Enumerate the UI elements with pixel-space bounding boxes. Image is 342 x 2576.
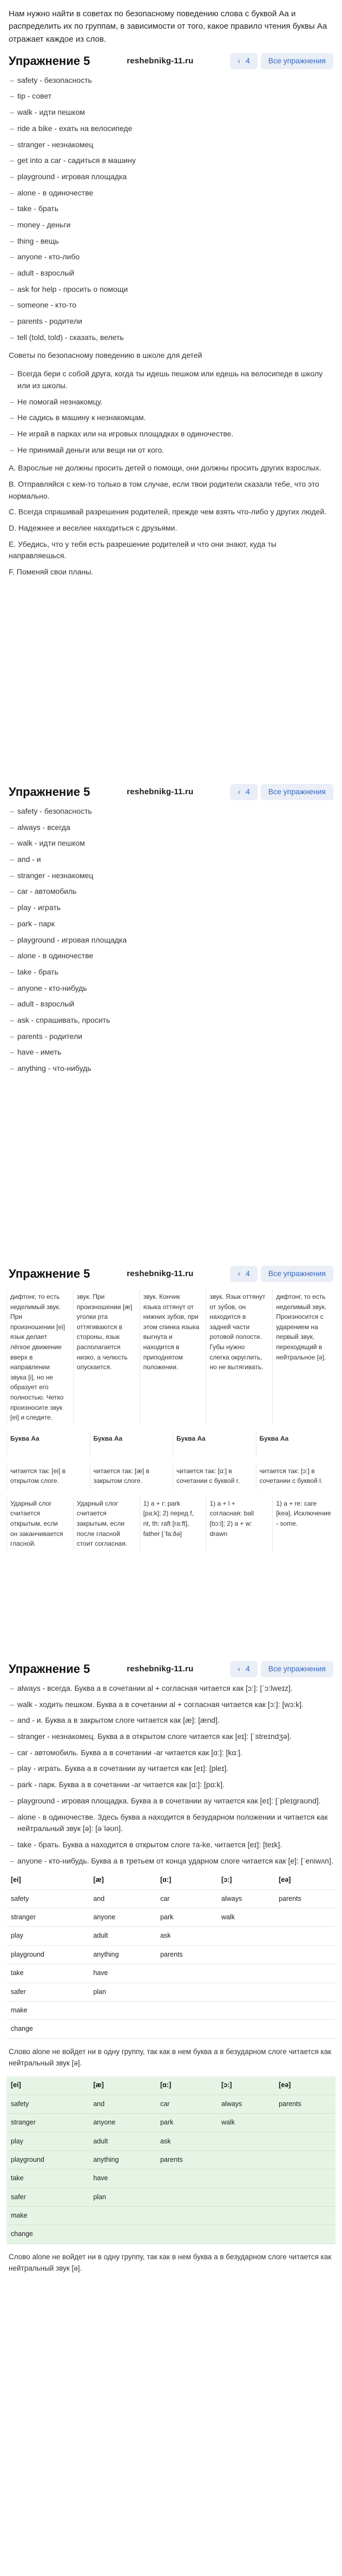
table-cell: [274, 2225, 336, 2244]
table-cell: [217, 1945, 274, 1964]
table-row: [6, 2020, 336, 2038]
grid-cell: Буква Aa: [90, 1431, 170, 1457]
table-cell: [89, 2020, 156, 2038]
table-header: [ɔ:]: [217, 2076, 274, 2095]
list-item: – stranger - незнакомец. Буква а в открытом слоге читается как [eɪ]: [ˈstreɪndʒə].: [10, 1731, 333, 1743]
table-cell: [274, 1964, 336, 1983]
table-cell: walk: [217, 1908, 274, 1927]
list-item: – alone - в одиночестве. Здесь буква а находится в безударном положении и читается как нейтральный звук [ə]: [əˈləʊn].: [10, 1812, 333, 1835]
list-item: – take - брать. Буква а находится в открытом слоге та-ke, читается [eɪ]: [teɪk].: [10, 1839, 333, 1851]
table-cell: adult: [89, 2132, 156, 2150]
list-item: – anything - что-нибудь: [10, 1063, 333, 1075]
all-exercises-button[interactable]: Все упражнения: [261, 53, 333, 69]
exercise-title: Упражнение 5: [9, 784, 90, 799]
table-cell: park: [156, 1908, 217, 1927]
table-cell: [217, 2169, 274, 2188]
table-cell: have: [89, 1964, 156, 1983]
list-item: – playground - игровая площадка: [10, 934, 333, 946]
list-item: – adult - взрослый: [10, 267, 333, 279]
table-cell: [274, 1983, 336, 2001]
table-row: [6, 1945, 336, 1964]
exercise-number: 4: [246, 1664, 250, 1673]
grid-cell: дифтонг, то есть неделимый звук. При произношении [ei] язык делает лёгкое движение вверх в направлении звука [i], но не образует его полностью. Четко произносите звук [ei] и следите.: [6, 1290, 70, 1425]
exercise-controls: [230, 1266, 333, 1282]
table-header: [ei]: [6, 2076, 89, 2095]
table-cell: playground: [6, 2150, 89, 2169]
chevron-left-icon: ‹: [238, 1664, 240, 1673]
grid-cell: 1) а + l + согласная: ball [bɔ:l]; 2) а + w: drawn: [206, 1496, 269, 1551]
exercise-title: Упражнение 5: [9, 1662, 90, 1676]
exercise-title: Упражнение 5: [9, 1266, 90, 1280]
exercise-nav-button[interactable]: [230, 1661, 257, 1677]
table-cell: safer: [6, 2188, 89, 2206]
table-cell: have: [89, 2169, 156, 2188]
table-cell: parents: [156, 1945, 217, 1964]
list-item: – Не принимай деньги или вещи ни от кого.: [10, 444, 333, 456]
table-cell: ask: [156, 2132, 217, 2150]
list-item: – and - и: [10, 854, 333, 866]
table-header-row: [6, 2076, 336, 2095]
answer-text: A. Взрослые не должны просить детей о помощи, они должны просить других взрослых.: [9, 463, 321, 473]
table-cell: [156, 1983, 217, 2001]
list-item: – tip - совет: [10, 90, 333, 102]
list-item: – park - парк: [10, 918, 333, 930]
answer-text: E. Убедись, что у тебя есть разрешение родителей и что они знают, куда ты направляешься.: [9, 539, 277, 560]
table-cell: car: [156, 2095, 217, 2113]
intro-text: Нам нужно найти в советах по безопасному поведению слова с буквой Aa и распределить их по группам, в зависимости от того, какое правило чтения буквы Aa отражает каждое из слов.: [9, 9, 327, 44]
grid-cell: читается так: [ɑ:] в сочетании с буквой r.: [173, 1464, 253, 1490]
section-exercise-4: [0, 1657, 342, 2278]
table-cell: play: [6, 2132, 89, 2150]
answer-text: D. Надежнее и веселее находиться с друзьями.: [9, 524, 177, 532]
table-cell: [274, 2020, 336, 2038]
list-item: – walk - идти пешком: [10, 838, 333, 849]
grid-cell: Ударный слог считается закрытым, если после гласной стоит согласная.: [73, 1496, 136, 1551]
table-cell: always: [217, 2095, 274, 2113]
table-row: [6, 1889, 336, 1908]
list-item: – have - иметь: [10, 1047, 333, 1058]
table-cell: [274, 2150, 336, 2169]
exercise-header: [4, 1660, 338, 1678]
chevron-left-icon: ‹: [238, 56, 240, 65]
list-item: – stranger - незнакомец: [10, 870, 333, 882]
chevron-left-icon: ‹: [238, 787, 240, 796]
table-cell: [156, 2207, 217, 2225]
sound-description-grid: [0, 1286, 342, 1428]
list-item: – take - брать: [10, 203, 333, 215]
table-cell: [217, 2207, 274, 2225]
table-cell: [89, 2001, 156, 2019]
list-item: – walk - идти пешком: [10, 107, 333, 119]
table-cell: [156, 2188, 217, 2206]
table-cell: safety: [6, 1889, 89, 1908]
table-cell: adult: [89, 1927, 156, 1945]
table-cell: [156, 2020, 217, 2038]
exercise-number: 4: [246, 1269, 250, 1278]
list-item: – Не играй в парках или на игровых площадках в одиночестве.: [10, 428, 333, 440]
watermark: reshebnikg-11.ru: [127, 1269, 194, 1279]
list-item: – alone - в одиночестве: [10, 950, 333, 962]
list-item: – play - играть. Буква а в сочетании ay читается как [eɪ]: [pleɪ].: [10, 1763, 333, 1775]
list-item: – park - парк. Буква а в сочетании -ar читается как [ɑ:]: [pɑ:k].: [10, 1779, 333, 1791]
grid-cell: дифтонг, то есть неделимый звук. Произносится с ударением на первый звук, переходящий в нейтральное [ə].: [272, 1290, 336, 1425]
table-header: [ɑ:]: [156, 2076, 217, 2095]
table-cell: [89, 2207, 156, 2225]
grid-cell: Буква Aa: [256, 1431, 336, 1457]
table-cell: and: [89, 1889, 156, 1908]
table-cell: plan: [89, 2188, 156, 2206]
grid-cell: Ударный слог считается открытым, если он заканчивается гласной.: [6, 1496, 70, 1551]
table-cell: stranger: [6, 2114, 89, 2132]
list-item: – tell (told, told) - сказать, велеть: [10, 332, 333, 344]
table-row: [6, 1983, 336, 2001]
list-item: – Не помогай незнакомцу.: [10, 396, 333, 408]
list-item: – walk - ходить пешком. Буква а в сочетании al + согласная читается как [ɔ:]: [wɔ:k].: [10, 1699, 333, 1711]
table-cell: and: [89, 2095, 156, 2113]
table-note: Слово alone не войдет ни в одну группу, так как в нем буква а в безударном слоге читается как нейтральный звук [ə].: [9, 2252, 332, 2272]
all-exercises-button[interactable]: Все упражнения: [261, 784, 333, 800]
section-exercise-2: [0, 780, 342, 1079]
list-item: – ask for help - просить о помощи: [10, 284, 333, 296]
answer-text: F. Поменяй свои планы.: [9, 567, 94, 577]
list-item: – car - автомобиль. Буква а в сочетании -ar читается как [ɑ:]: [kɑ:].: [10, 1747, 333, 1759]
list-item: – ride a bike - ехать на велосипеде: [10, 123, 333, 135]
table-header: [eə]: [274, 2076, 336, 2095]
table-row: [6, 2225, 336, 2244]
table-cell: anything: [89, 2150, 156, 2169]
sound-table-highlighted: [6, 2076, 336, 2244]
vocabulary-list: [0, 806, 342, 1075]
watermark: reshebnikg-11.ru: [127, 787, 194, 797]
table-cell: always: [217, 1889, 274, 1908]
table-cell: [274, 2207, 336, 2225]
answer-text: C. Всегда спрашивай разрешения родителей, прежде чем взять что-либо у других людей.: [9, 507, 327, 516]
grid-cell: читается так: [ei] в открытом слоге.: [6, 1464, 87, 1490]
table-header: [ei]: [6, 1871, 89, 1889]
sound-table: [6, 1871, 336, 2038]
table-cell: [274, 1908, 336, 1927]
table-cell: [89, 2225, 156, 2244]
exercise-nav-button[interactable]: [230, 53, 257, 69]
table-row: [6, 2132, 336, 2150]
table-note: Слово alone не войдет ни в одну группу, так как в нем буква а в безударном слоге читается как нейтральный звук [ə].: [9, 2047, 332, 2067]
table-cell: [274, 2169, 336, 2188]
rules-head-grid: [0, 1428, 342, 1461]
table-cell: playground: [6, 1945, 89, 1964]
table-cell: [217, 2020, 274, 2038]
table-cell: park: [156, 2114, 217, 2132]
table-cell: car: [156, 1889, 217, 1908]
list-item: – parents - родители: [10, 1031, 333, 1043]
table-cell: [217, 2001, 274, 2019]
list-item: – money - деньги: [10, 219, 333, 231]
list-item: – alone - в одиночестве: [10, 187, 333, 199]
table-row: [6, 2188, 336, 2206]
all-exercises-button[interactable]: Все упражнения: [261, 1266, 333, 1282]
chevron-left-icon: ‹: [238, 1269, 240, 1278]
grid-cell: звук. Язык оттянут от зубов, он находится в задней части ротовой полости. Губы нужно слегка округлить, но не вытягивать.: [206, 1290, 269, 1425]
list-item: – car - автомобиль: [10, 886, 333, 898]
list-item: – anyone - кто-нибудь: [10, 983, 333, 995]
list-item: – playground - игровая площадка. Буква а в сочетании ay читается как [eɪ]: [ˈpleɪgraʊnd].: [10, 1795, 333, 1807]
table-header: [æ]: [89, 2076, 156, 2095]
table-cell: make: [6, 2001, 89, 2019]
table-header: [ɔ:]: [217, 1871, 274, 1889]
examples-grid: [0, 1493, 342, 1554]
list-item: – play - играть: [10, 902, 333, 914]
list-item: – safety - безопасность: [10, 806, 333, 818]
table-cell: play: [6, 1927, 89, 1945]
table-cell: [156, 2169, 217, 2188]
list-item: – parents - родители: [10, 316, 333, 328]
table-cell: [217, 2225, 274, 2244]
list-item: – ask - спрашивать, просить: [10, 1015, 333, 1027]
exercise-controls: [230, 1661, 333, 1677]
table-cell: change: [6, 2020, 89, 2038]
table-cell: take: [6, 2169, 89, 2188]
table-cell: [274, 2114, 336, 2132]
list-item: – stranger - незнакомец: [10, 139, 333, 151]
table-cell: ask: [156, 1927, 217, 1945]
exercise-header: [4, 1265, 338, 1283]
table-cell: safety: [6, 2095, 89, 2113]
list-item: – safety - безопасность: [10, 75, 333, 87]
table-cell: parents: [156, 2150, 217, 2169]
list-item: – adult - взрослый: [10, 998, 333, 1010]
table-row: [6, 2095, 336, 2113]
vocabulary-list: [0, 75, 342, 344]
exercise-header: [4, 52, 338, 70]
table-cell: parents: [274, 2095, 336, 2113]
list-item: – anyone - кто-либо: [10, 251, 333, 263]
table-cell: [274, 1945, 336, 1964]
exercise-nav-button[interactable]: [230, 784, 257, 800]
list-item: – Всегда бери с собой друга, когда ты идешь пешком или едешь на велосипеде в школу или из школы.: [10, 368, 333, 391]
all-exercises-button[interactable]: Все упражнения: [261, 1661, 333, 1677]
table-cell: anyone: [89, 2114, 156, 2132]
table-row: [6, 1927, 336, 1945]
table-row: [6, 2169, 336, 2188]
table-cell: change: [6, 2225, 89, 2244]
table-row: [6, 2001, 336, 2019]
table-cell: [274, 2188, 336, 2206]
table-header-row: [6, 1871, 336, 1889]
table-cell: [274, 1927, 336, 1945]
table-cell: [274, 2001, 336, 2019]
table-cell: walk: [217, 2114, 274, 2132]
table-cell: [217, 1983, 274, 2001]
explanation-list: [0, 1683, 342, 1867]
watermark: reshebnikg-11.ru: [127, 1664, 194, 1674]
exercise-controls: [230, 784, 333, 800]
table-row: [6, 2114, 336, 2132]
answer-text: B. Отправляйся с кем-то только в том случае, если твои родители сказали тебе, что это нормально.: [9, 479, 319, 500]
grid-cell: 1) а + re: care [keə]. Исключение - some.: [272, 1496, 336, 1551]
table-cell: [274, 2132, 336, 2150]
table-cell: anyone: [89, 1908, 156, 1927]
table-row: [6, 2150, 336, 2169]
section-exercise-3: [0, 1261, 342, 1554]
table-header: [æ]: [89, 1871, 156, 1889]
rules-grid: [0, 1461, 342, 1493]
grid-cell: звук. При произношении [æ] уголки рта оттягиваются в стороны, язык располагается низко, а челюсть опускается.: [73, 1290, 136, 1425]
grid-cell: читается так: [ɔ:] в сочетании с буквой l.: [256, 1464, 336, 1490]
list-item: – and - и. Буква а в закрытом слоге читается как [æ]: [ænd].: [10, 1715, 333, 1727]
table-cell: take: [6, 1964, 89, 1983]
table-cell: plan: [89, 1983, 156, 2001]
watermark: reshebnikg-11.ru: [127, 56, 194, 66]
list-item: – Не садись в машину к незнакомцам.: [10, 412, 333, 424]
list-item: – always - всегда. Буква а в сочетании al + согласная читается как [ɔ:]: [ˈɔ:lweɪz].: [10, 1683, 333, 1695]
exercise-number: 4: [246, 787, 250, 796]
table-cell: [156, 2225, 217, 2244]
table-cell: [217, 1964, 274, 1983]
list-item: – someone - кто-то: [10, 299, 333, 311]
table-cell: [217, 2132, 274, 2150]
table-cell: stranger: [6, 1908, 89, 1927]
exercise-nav-button[interactable]: [230, 1266, 257, 1282]
exercise-header: [4, 783, 338, 801]
table-row: [6, 1908, 336, 1927]
list-item: – anyone - кто-нибудь. Буква а в третьем от конца ударном слоге читается как [e]: [ˈeniwʌn].: [10, 1855, 333, 1867]
exercise-number: 4: [246, 56, 250, 65]
list-item: – thing - вещь: [10, 236, 333, 247]
table-cell: [156, 2001, 217, 2019]
table-cell: make: [6, 2207, 89, 2225]
table-row: [6, 2207, 336, 2225]
exercise-title: Упражнение 5: [9, 54, 90, 68]
table-cell: [217, 1927, 274, 1945]
table-cell: anything: [89, 1945, 156, 1964]
table-cell: [217, 2188, 274, 2206]
rules-intro: Советы по безопасному поведению в школе для детей: [9, 351, 202, 360]
list-item: – playground - игровая площадка: [10, 171, 333, 183]
table-row: [6, 1964, 336, 1983]
table-cell: [217, 2150, 274, 2169]
grid-cell: 1) а + r: park [pa:k]; 2) перед f, nt, th: raft [ra:ft], father [ˈfa:ðə]: [140, 1496, 203, 1551]
table-header: [ɑ:]: [156, 1871, 217, 1889]
section-exercise-1: [0, 0, 342, 580]
table-header: [eə]: [274, 1871, 336, 1889]
table-cell: parents: [274, 1889, 336, 1908]
grid-cell: Буква Aa: [173, 1431, 253, 1457]
grid-cell: Буква Aa: [6, 1431, 87, 1457]
list-item: – take - брать: [10, 966, 333, 978]
grid-cell: звук. Кончик языка оттянут от нижних зубов, при этом спинка языка выгнута и находится в приподнятом положении.: [140, 1290, 203, 1425]
table-cell: [156, 1964, 217, 1983]
list-item: – get into a car - садиться в машину: [10, 155, 333, 167]
table-cell: safer: [6, 1983, 89, 2001]
rules-list: [0, 368, 342, 456]
exercise-controls: [230, 53, 333, 69]
grid-cell: читается так: [æ] в закрытом слоге.: [90, 1464, 170, 1490]
list-item: – always - всегда: [10, 822, 333, 834]
